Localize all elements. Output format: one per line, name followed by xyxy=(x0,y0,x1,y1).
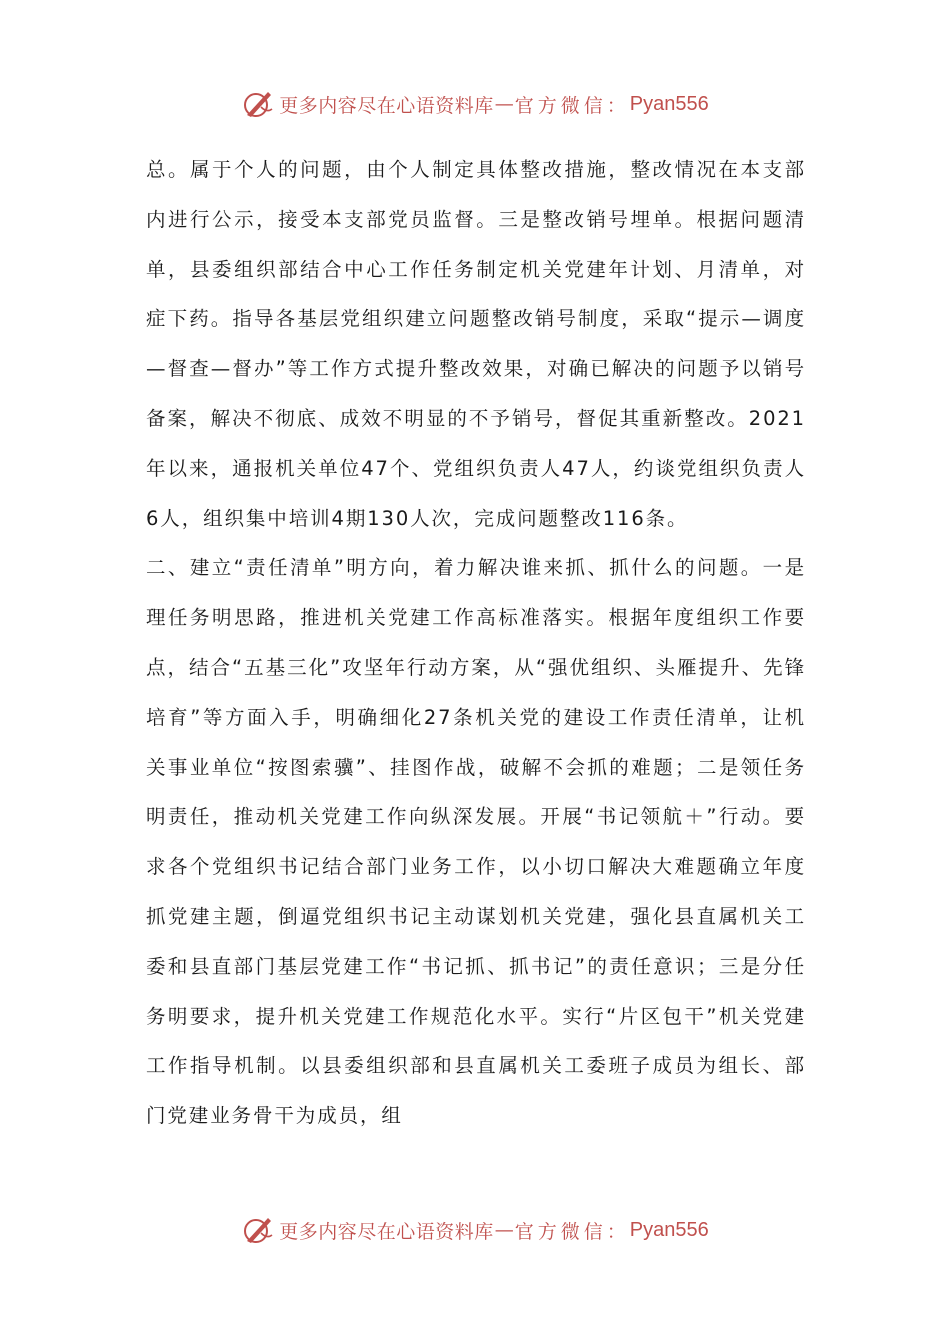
document-body xyxy=(146,145,806,1141)
footer-banner xyxy=(0,1210,950,1250)
footer-separator: — xyxy=(494,1219,514,1241)
footer-wechat-id: Pyan556 xyxy=(629,1218,709,1241)
header-slogan: 更多内容尽在心语资料库 xyxy=(279,94,494,117)
header-wechat-label: 官方微信： xyxy=(514,94,630,117)
pen-logo-icon xyxy=(241,87,275,121)
body-paragraph-2: 二、建立“责任清单”明方向，着力解决谁来抓、抓什么的问题。一是理任务明思路，推进机关党建工作高标准落实。根据年度组织工作要点，结合“五基三化”攻坚年行动方案，从“强优组织、头雁提升、先锋培育”等方面入手，明确细化27条机关党的建设工作责任清单，让机关事业单位“按图索骥”、挂图作战，破解不会抓的难题；二是领任务明责任，推动机关党建工作向纵深发展。开展“书记领航＋”行动。要求各个党组织书记结合部门业务工作，以小切口解决大难题确立年度抓党建主题，倒逼党组织书记主动谋划机关党建，强化县直属机关工委和县直部门基层党建工作“书记抓、抓书记”的责任意识；三是分任务明要求，提升机关党建工作规范化水平。实行“片区包干”机关党建工作指导机制。以县委组织部和县直属机关工委班子成员为组长、部门党建业务骨干为成员，组 xyxy=(146,556,806,1128)
header-banner xyxy=(0,84,950,124)
header-wechat-id: Pyan556 xyxy=(629,92,709,115)
pen-logo-icon xyxy=(241,1213,275,1247)
footer-slogan: 更多内容尽在心语资料库 xyxy=(279,1220,494,1243)
footer-wechat-label: 官方微信： xyxy=(514,1220,630,1243)
body-paragraph-1: 总。属于个人的问题，由个人制定具体整改措施，整改情况在本支部内进行公示，接受本支部党员监督。三是整改销号埋单。根据问题清单，县委组织部结合中心工作任务制定机关党建年计划、月清单，对症下药。指导各基层党组织建立问题整改销号制度，采取“提示—调度—督查—督办”等工作方式提升整改效果，对确已解决的问题予以销号备案，解决不彻底、成效不明显的不予销号，督促其重新整改。2021年以来，通报机关单位47个、党组织负责人47人，约谈党组织负责人6人，组织集中培训4期130人次，完成问题整改116条。 xyxy=(146,158,806,530)
header-separator: — xyxy=(494,93,514,115)
